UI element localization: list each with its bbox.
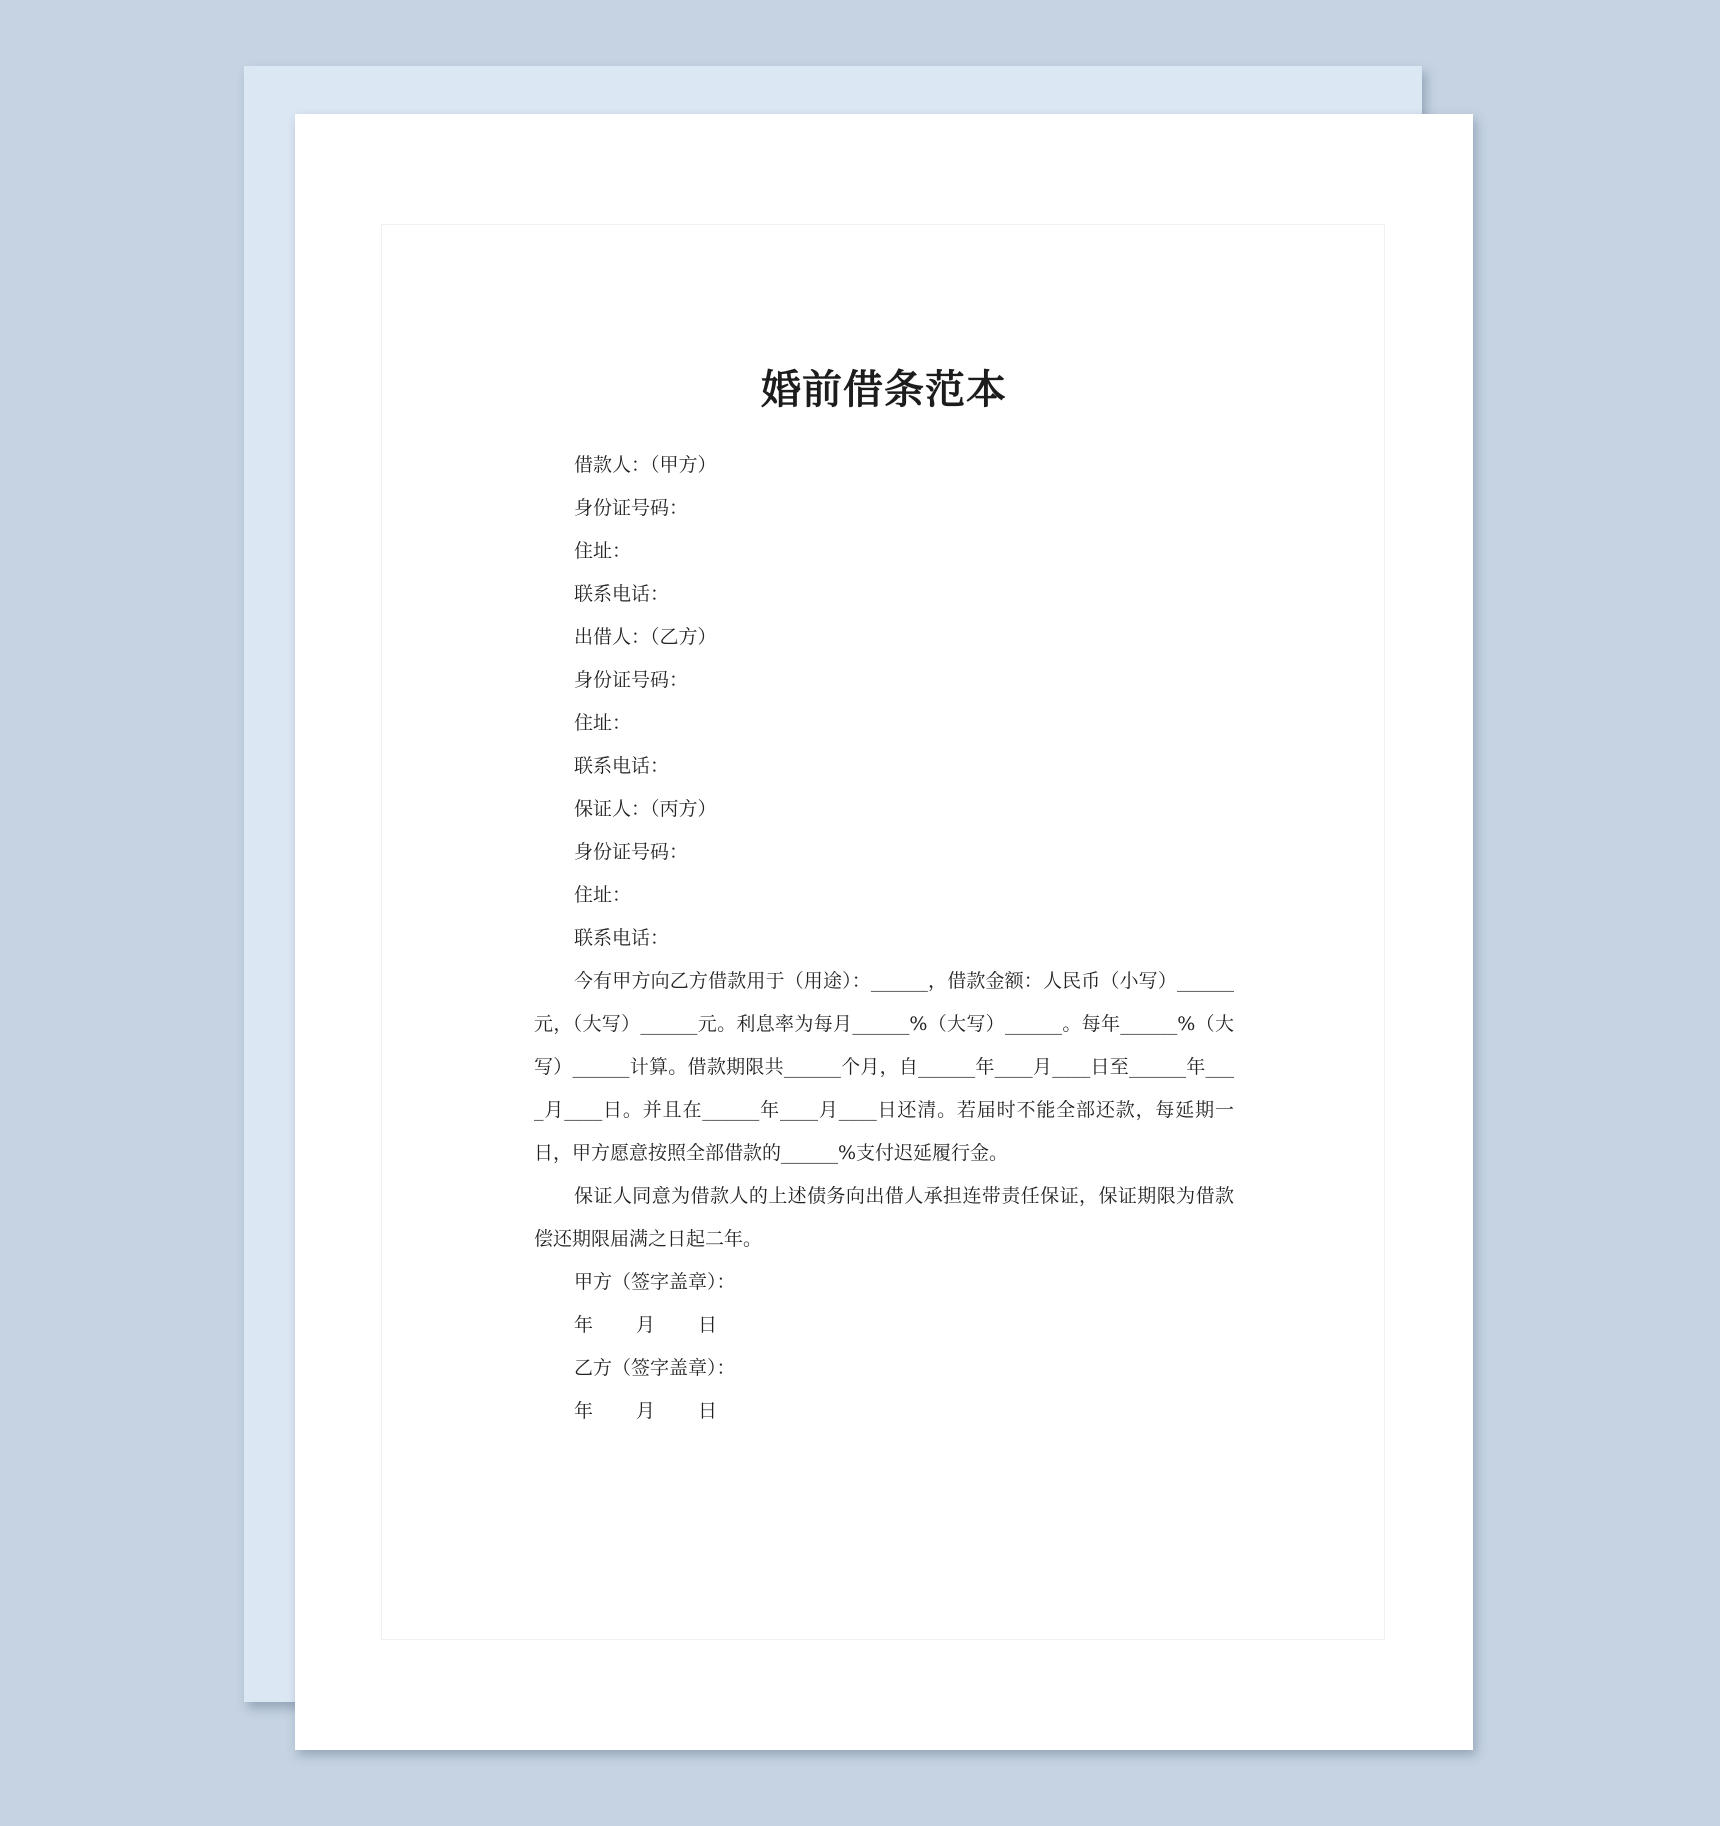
document-page [295, 114, 1473, 1750]
guarantor-address: 住址： [574, 884, 632, 906]
date-month: 月 [636, 1400, 656, 1422]
lender-label: 出借人：（乙方） [574, 626, 717, 648]
date-month: 月 [636, 1314, 656, 1336]
guarantor-phone: 联系电话： [574, 927, 670, 949]
party-a-signature: 甲方（签字盖章）： [574, 1271, 736, 1293]
party-a-date [534, 1304, 1234, 1347]
lender-id-number: 身份证号码： [574, 669, 689, 691]
party-b-date [534, 1390, 1234, 1433]
document-content [534, 364, 1234, 1433]
borrower-phone: 联系电话： [574, 583, 670, 605]
date-day: 日 [698, 1314, 718, 1336]
guarantor-id-number: 身份证号码： [574, 841, 689, 863]
borrower-id-number: 身份证号码： [574, 497, 689, 519]
lender-address: 住址： [574, 712, 632, 734]
party-b-signature: 乙方（签字盖章）： [574, 1357, 736, 1379]
date-year: 年 [574, 1400, 594, 1422]
guarantor-label: 保证人：（丙方） [574, 798, 717, 820]
document-title: 婚前借条范本 [761, 366, 1007, 413]
borrower-label: 借款人：（甲方） [574, 454, 717, 476]
loan-terms-paragraph: 今有甲方向乙方借款用于（用途）：______，借款金额：人民币（小写）______元，（大写）______元。利息率为每月______%（大写）______。每年______%（大写）______计算。借款期限共______个月，自______年____月____日至______年____月____日。并且在______年____月____日还清。若届时不能全部还款，每延期一日，甲方愿意按照全部借款的______%支付迟延履行金。 [534, 970, 1234, 1164]
lender-phone: 联系电话： [574, 755, 670, 777]
date-day: 日 [698, 1400, 718, 1422]
borrower-address: 住址： [574, 540, 632, 562]
guarantee-paragraph: 保证人同意为借款人的上述债务向出借人承担连带责任保证，保证期限为借款偿还期限届满之日起二年。 [534, 1185, 1234, 1250]
date-year: 年 [574, 1314, 594, 1336]
